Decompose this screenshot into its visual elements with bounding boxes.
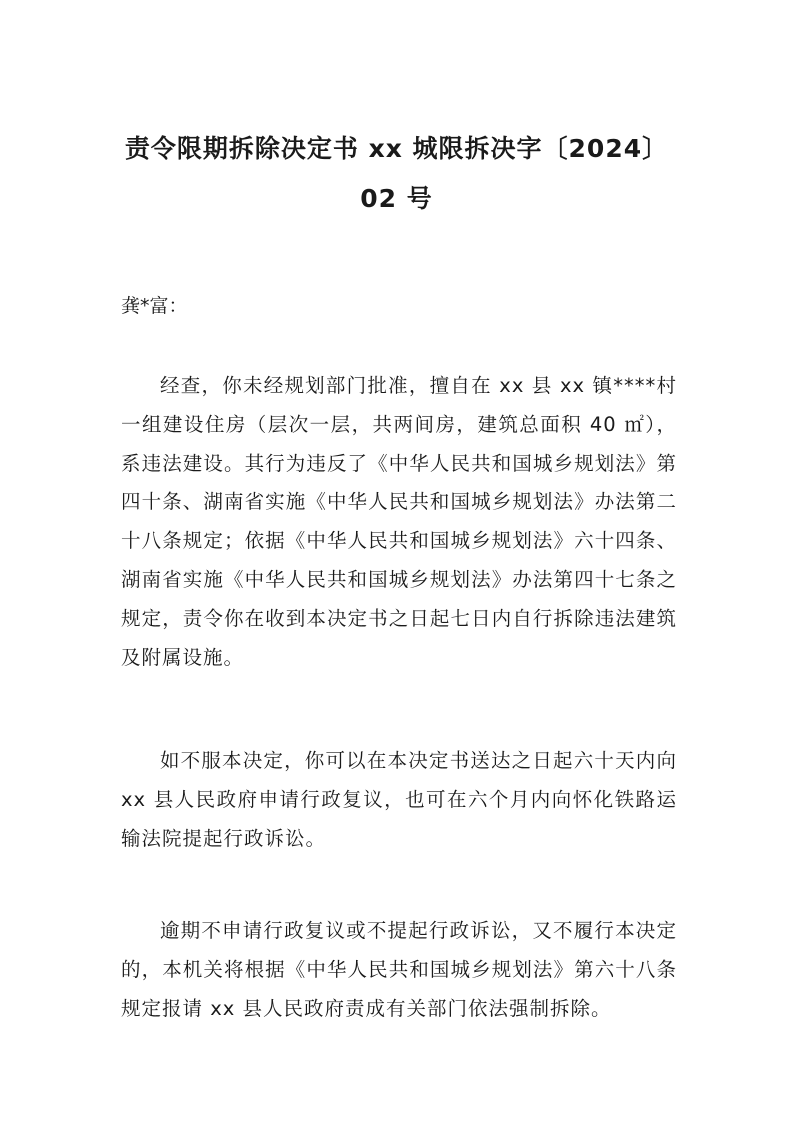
paragraph-enforcement: 逾期不申请行政复议或不提起行政诉讼，又不履行本决定的，本机关将根据《中华人民共和国城乡规划法》第六十八条规定报请 xx 县人民政府责成有关部门依法强制拆除。 [121,919,677,1020]
addressee-greeting: 龚*富： [121,295,188,317]
paragraph-findings: 经查，你未经规划部门批准，擅自在 xx 县 xx 镇****村一组建设住房（层次一层，共两间房，建筑总面积 40 ㎡），系违法建设。其行为违反了《中华人民共和国城乡规划法》第四十条、湖南省实施《中华人民共和国城乡规划法》办法第二十八条规定；依据《中华人民共和国城乡规划法》六十四条、湖南省实施《中华人民共和国城乡规划法》办法第四十七条之规定，责令你在收到本决定书之日起七日内自行拆除违法建筑及附属设施。 [121,374,677,669]
document-title: 责令限期拆除决定书 xx 城限拆决字〔2024〕02 号 [124,134,669,213]
paragraph-appeal-rights: 如不服本决定，你可以在本决定书送达之日起六十天内向 xx 县人民政府申请行政复议，也可在六个月内向怀化铁路运输法院提起行政诉讼。 [121,749,677,850]
